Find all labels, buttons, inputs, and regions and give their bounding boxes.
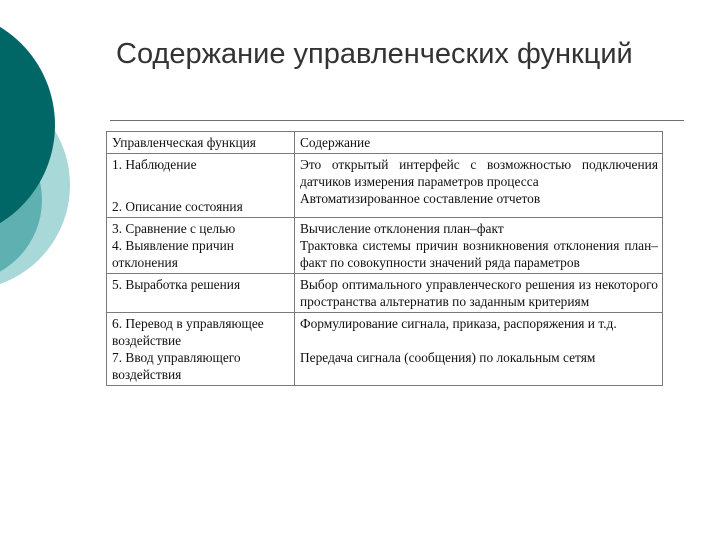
header-function-label: Управленческая функция	[112, 135, 256, 150]
function-cell	[107, 154, 295, 218]
functions-table	[106, 131, 663, 386]
table-header-row	[107, 132, 663, 154]
decorative-circles	[0, 0, 100, 300]
content-cell	[295, 313, 663, 386]
table-row	[107, 218, 663, 274]
function-item: 6. Перевод в управляющее воздействие	[112, 316, 264, 348]
content-item: Автоматизированное составление отчетов	[300, 191, 541, 206]
title-divider	[110, 120, 684, 121]
function-item: 2. Описание состояния	[112, 199, 243, 214]
function-item: 3. Сравнение с целью	[112, 221, 236, 236]
content-cell	[295, 154, 663, 218]
table-row	[107, 154, 663, 218]
function-cell	[107, 313, 295, 386]
header-content	[295, 132, 663, 154]
content-cell	[295, 274, 663, 313]
table-row	[107, 274, 663, 313]
function-cell	[107, 218, 295, 274]
content-cell	[295, 218, 663, 274]
header-content-label: Содержание	[300, 135, 371, 150]
function-item: 1. Наблюдение	[112, 157, 197, 172]
table-row	[107, 313, 663, 386]
content-item: Формулирование сигнала, приказа, распоряжения и т.д.	[300, 316, 617, 331]
content-item: Это открытый интерфейс с возможностью подключения датчиков измерения параметров процесса	[300, 157, 658, 189]
page-title: Содержание управленческих функций	[116, 38, 633, 70]
function-cell	[107, 274, 295, 313]
function-item: 5. Выработка решения	[112, 277, 241, 292]
content-item: Передача сигнала (сообщения) по локальным сетям	[300, 350, 596, 365]
function-item: 7. Ввод управляющего воздействия	[112, 350, 241, 382]
header-function	[107, 132, 295, 154]
content-item: Выбор оптимального управленческого решения из некоторого пространства альтернатив по заданным критериям	[300, 277, 658, 309]
content-item: Трактовка системы причин возникновения отклонения план–факт по совокупности значений ряда параметров	[300, 238, 658, 270]
function-item: 4. Выявление причин отклонения	[112, 238, 234, 270]
content-item: Вычисление отклонения план–факт	[300, 221, 504, 236]
